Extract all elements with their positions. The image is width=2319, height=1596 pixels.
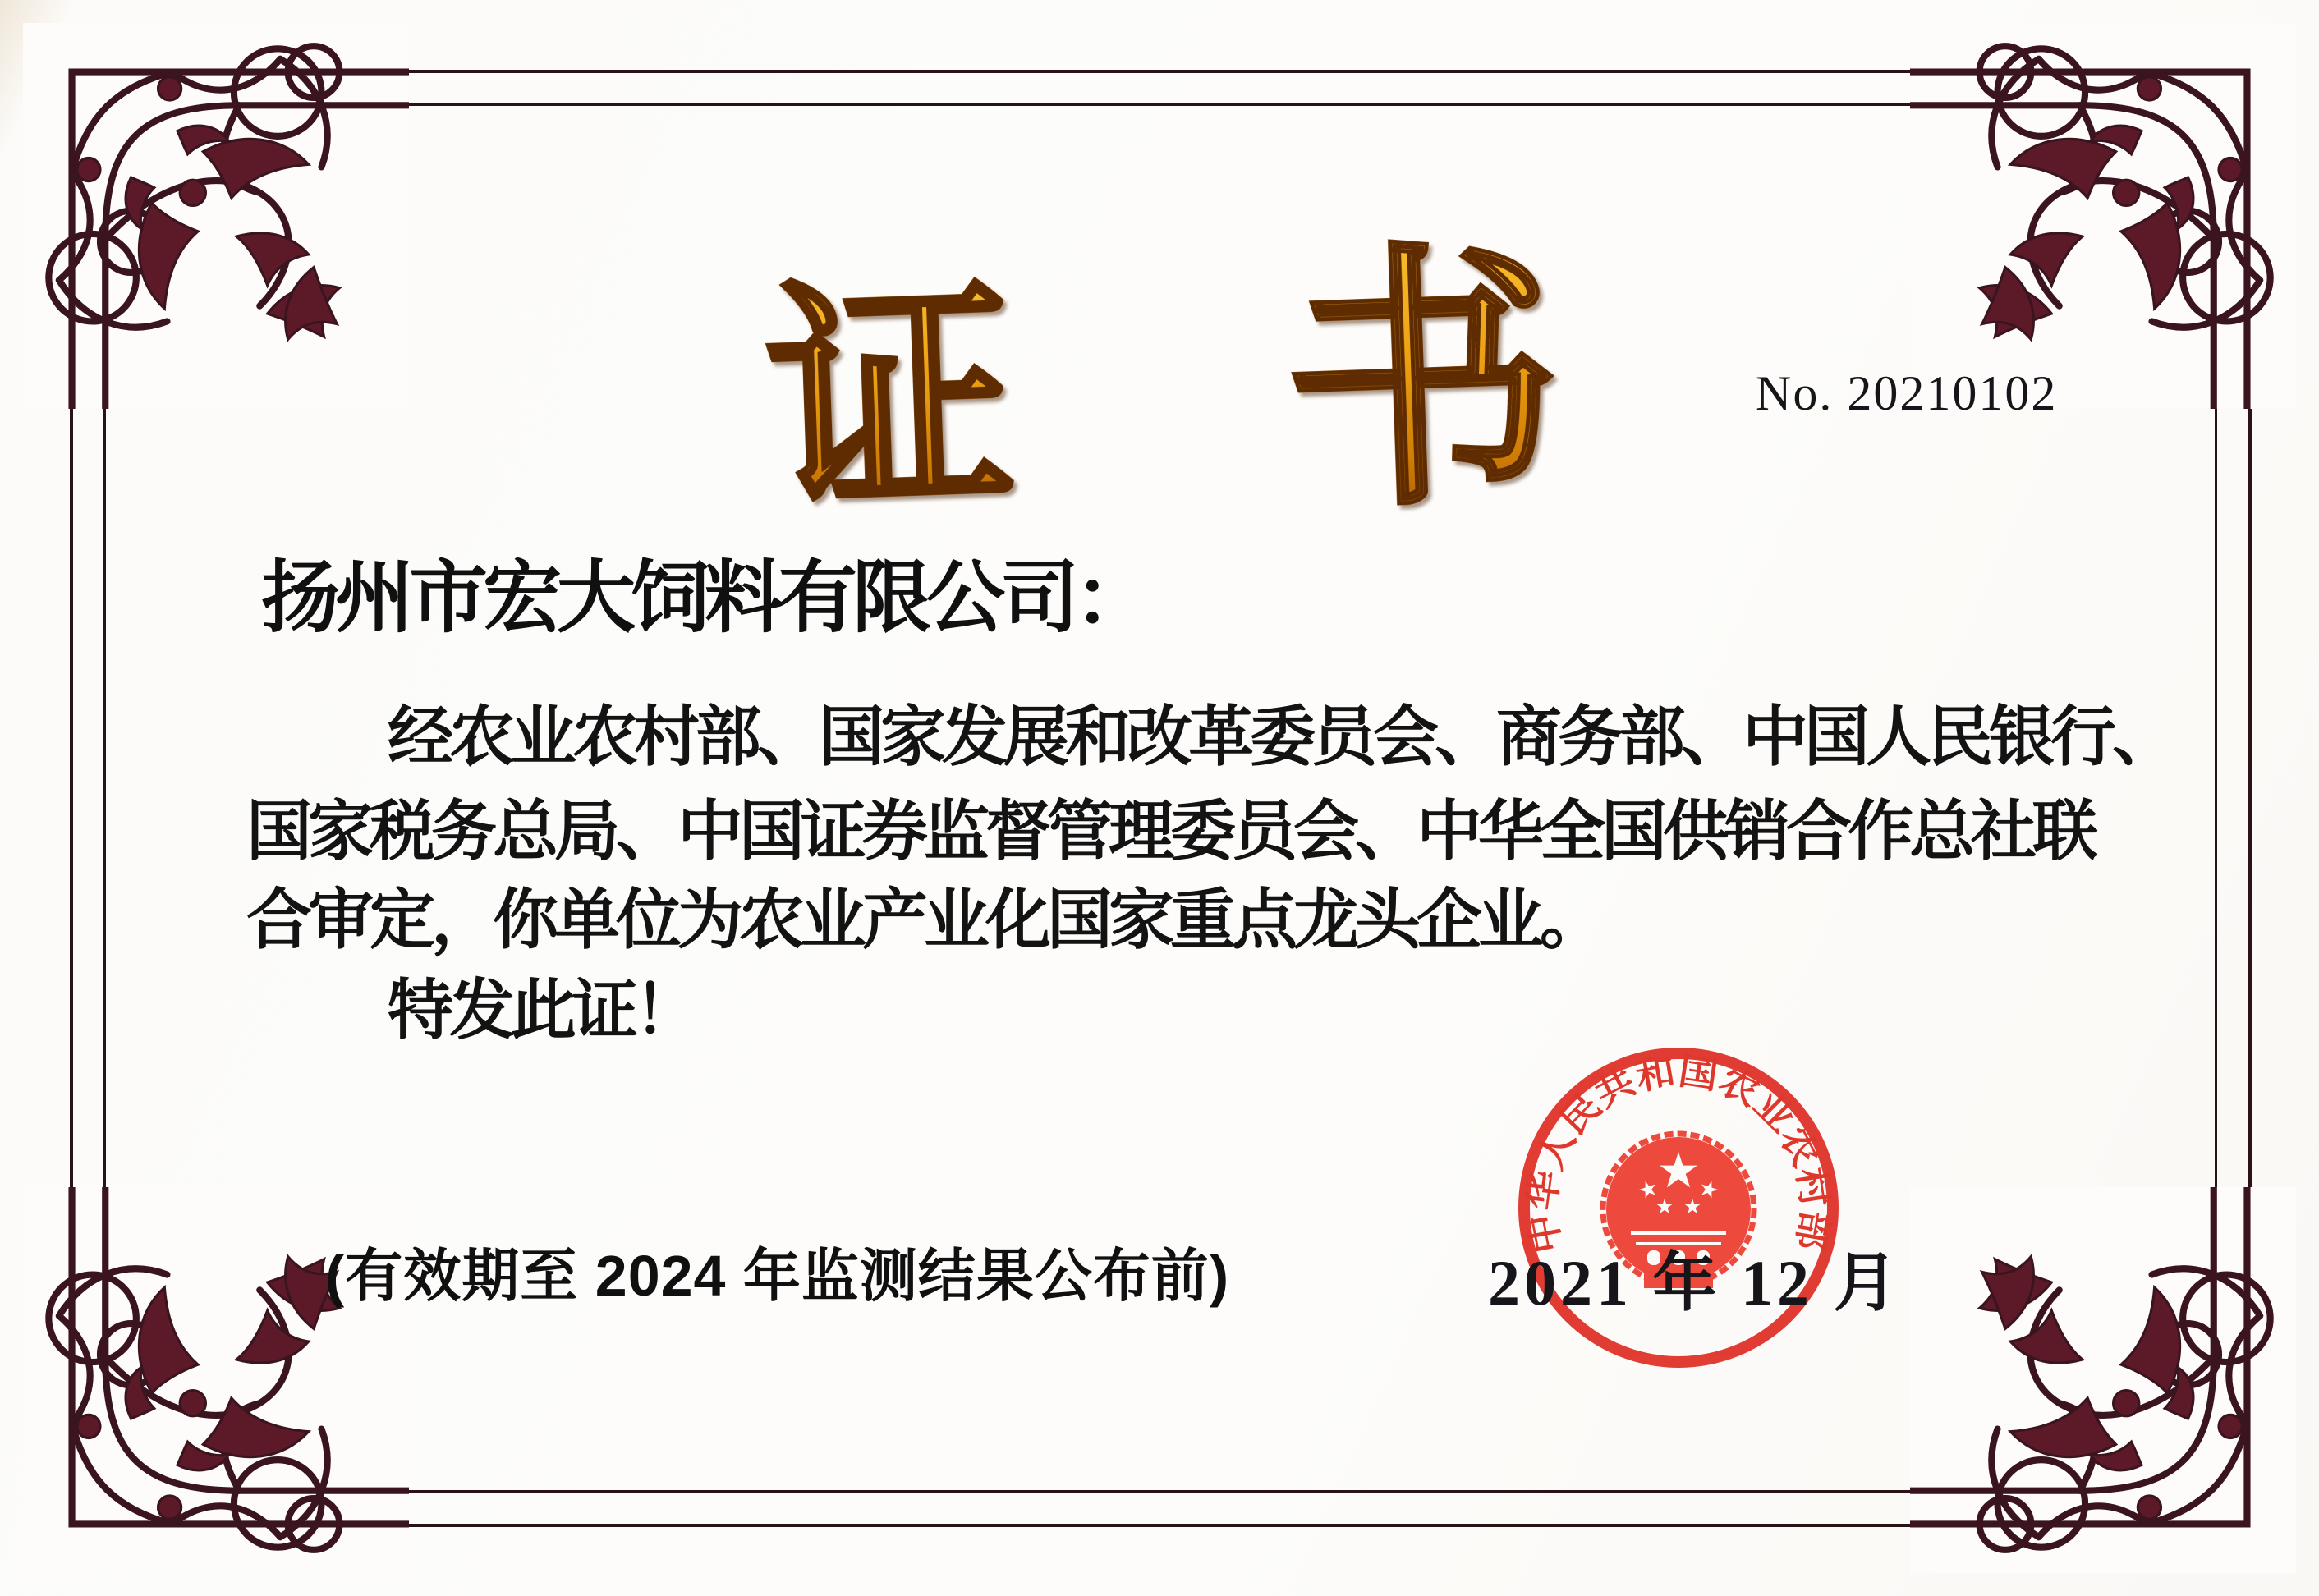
seal-graphic xyxy=(1506,1035,1851,1380)
official-seal xyxy=(1506,1035,1851,1380)
body-line-2: 国家税务总局、中国证券监督管理委员会、中华全国供销合作总社联 xyxy=(246,796,2094,869)
issue-date: 2021 年 12 月 xyxy=(1488,1247,1902,1319)
corner-ornament-bottom-right xyxy=(1910,1187,2296,1573)
corner-ornament-top-right xyxy=(1910,23,2296,409)
certificate-title xyxy=(763,227,1566,543)
seal-ring-text: 中华人民共和国农业农村部 xyxy=(1520,1049,1837,1257)
title-char-shu: 书 xyxy=(1279,227,1566,541)
recipient-line: 扬州市宏大饲料有限公司： xyxy=(261,554,1148,642)
title-char-zheng: 证 xyxy=(763,261,1019,543)
corner-ornament-top-left xyxy=(23,23,409,409)
serial-number: No. 20210102 xyxy=(1756,366,2058,420)
body-line-1: 经农业农村部、国家发展和改革委员会、商务部、中国人民银行、 xyxy=(388,702,2174,774)
body-line-4: 特发此证！ xyxy=(388,975,696,1048)
validity-note: (有效期至 2024 年监测结果公布前) xyxy=(325,1244,1230,1308)
body-line-3: 合审定，你单位为农业产业化国家重点龙头企业。 xyxy=(246,885,1601,957)
